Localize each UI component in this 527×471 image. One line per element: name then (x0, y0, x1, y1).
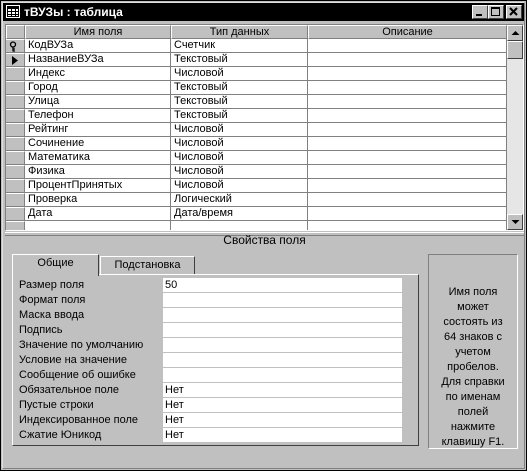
row-selector[interactable] (6, 123, 25, 137)
row-pointer-icon (9, 55, 21, 66)
table-row (6, 137, 507, 151)
property-label: Индексированное поле (19, 414, 138, 426)
row-selector[interactable] (6, 165, 25, 179)
row-selector[interactable] (6, 109, 25, 123)
general-properties-panel (12, 274, 419, 446)
data-type-cell[interactable]: Счетчик (171, 39, 308, 53)
close-icon (507, 6, 521, 18)
data-type-cell[interactable]: Числовой (171, 165, 308, 179)
row-selector[interactable] (6, 207, 25, 221)
description-cell[interactable] (308, 193, 507, 207)
data-type-cell[interactable]: Логический (171, 193, 308, 207)
description-cell[interactable] (308, 95, 507, 109)
property-value-field[interactable]: 50 (163, 278, 402, 293)
data-type-cell[interactable]: Числовой (171, 137, 308, 151)
data-type-cell[interactable]: Числовой (171, 67, 308, 81)
field-name-cell[interactable]: Математика (25, 151, 171, 165)
property-label: Сообщение об ошибке (19, 369, 136, 381)
row-selector[interactable] (6, 53, 25, 67)
hint-line: Имя поля (448, 286, 498, 298)
property-value-field[interactable] (163, 353, 402, 368)
minimize-button[interactable] (472, 5, 488, 19)
table-row (6, 81, 507, 95)
hint-line: Для справки (441, 376, 505, 388)
tab-lookup[interactable]: Подстановка (100, 256, 195, 275)
scroll-up-button[interactable] (507, 25, 523, 41)
hint-line: учетом (455, 346, 491, 358)
property-value-field[interactable] (163, 293, 402, 308)
hint-line: пробелов. (447, 361, 499, 373)
table-row (6, 221, 507, 231)
hint-line: нажмите (450, 421, 496, 433)
arrow-up-icon (511, 30, 520, 36)
field-name-cell[interactable]: Улица (25, 95, 171, 109)
row-selector[interactable] (6, 151, 25, 165)
description-cell[interactable] (308, 221, 507, 231)
hint-line: 64 знаков с (444, 331, 502, 343)
table-row (6, 165, 507, 179)
data-type-cell[interactable]: Числовой (171, 123, 308, 137)
row-selector[interactable] (6, 81, 25, 95)
hint-line: может (457, 301, 489, 313)
table-row (6, 123, 507, 137)
data-type-cell[interactable]: Текстовый (171, 95, 308, 109)
property-label: Значение по умолчанию (19, 339, 144, 351)
tab-general[interactable]: Общие (12, 254, 99, 276)
row-selector[interactable] (6, 39, 25, 53)
field-name-cell[interactable]: Дата (25, 207, 171, 221)
table-row (6, 53, 507, 67)
vertical-scrollbar[interactable] (507, 25, 523, 230)
hint-line: клавишу F1. (441, 436, 505, 448)
table-row (6, 179, 507, 193)
close-button[interactable] (506, 5, 522, 19)
arrow-down-icon (511, 219, 520, 225)
field-name-cell[interactable]: Физика (25, 165, 171, 179)
row-selector[interactable] (6, 193, 25, 207)
field-name-cell[interactable]: ПроцентПринятых (25, 179, 171, 193)
table-row (6, 151, 507, 165)
property-label: Размер поля (19, 279, 85, 291)
table-row (6, 207, 507, 221)
table-row (6, 67, 507, 81)
field-name-cell[interactable]: Индекс (25, 67, 171, 81)
property-label: Обязательное поле (19, 384, 120, 396)
column-header-field-name[interactable]: Имя поля (25, 25, 171, 39)
description-cell[interactable] (308, 53, 507, 67)
description-cell[interactable] (308, 151, 507, 165)
data-type-cell[interactable]: Текстовый (171, 53, 308, 67)
description-cell[interactable] (308, 39, 507, 53)
table-row (6, 193, 507, 207)
property-label: Подпись (19, 324, 63, 336)
field-name-cell[interactable]: Проверка (25, 193, 171, 207)
description-cell[interactable] (308, 179, 507, 193)
description-cell[interactable] (308, 165, 507, 179)
data-type-cell[interactable]: Дата/время (171, 207, 308, 221)
minimize-icon (473, 6, 487, 18)
hint-line: по именам (445, 391, 501, 403)
maximize-button[interactable] (488, 5, 504, 19)
property-label: Сжатие Юникод (19, 429, 102, 441)
table-icon (6, 5, 20, 18)
property-value-field[interactable]: Нет (163, 398, 402, 413)
grid-header (6, 25, 507, 39)
data-type-cell[interactable]: Числовой (171, 151, 308, 165)
property-label: Маска ввода (19, 309, 85, 321)
data-type-cell[interactable]: Числовой (171, 179, 308, 193)
table-row (6, 109, 507, 123)
property-label: Пустые строки (19, 399, 94, 411)
column-header-description[interactable]: Описание (308, 25, 507, 39)
scroll-thumb[interactable] (507, 41, 523, 59)
field-name-cell[interactable]: Телефон (25, 109, 171, 123)
description-cell[interactable] (308, 207, 507, 221)
column-header-data-type[interactable]: Тип данных (171, 25, 308, 39)
hint-line: состоять из (443, 316, 503, 328)
title-bar[interactable] (3, 3, 524, 21)
header-corner[interactable] (6, 25, 25, 39)
data-type-cell[interactable] (171, 221, 308, 231)
property-label: Формат поля (19, 294, 86, 306)
description-cell[interactable] (308, 109, 507, 123)
field-grid (5, 24, 524, 231)
grid-rows (6, 39, 507, 231)
property-value-field[interactable]: Нет (163, 428, 402, 443)
description-cell[interactable] (308, 137, 507, 151)
field-name-cell[interactable] (25, 221, 171, 231)
row-selector[interactable] (6, 137, 25, 151)
property-value-field[interactable]: Нет (163, 413, 402, 428)
row-selector[interactable] (6, 95, 25, 109)
field-properties-title: Свойства поля (223, 233, 306, 247)
field-name-cell[interactable]: Сочинение (25, 137, 171, 151)
property-label: Условие на значение (19, 354, 128, 366)
hint-line: полей (457, 406, 489, 418)
property-value-field[interactable] (163, 323, 402, 338)
property-value-field[interactable] (163, 368, 402, 383)
row-selector[interactable] (6, 179, 25, 193)
key-icon (9, 41, 21, 52)
field-name-cell[interactable]: Город (25, 81, 171, 95)
description-cell[interactable] (308, 67, 507, 81)
property-hint-box (428, 254, 518, 449)
row-selector[interactable] (6, 221, 25, 231)
data-type-cell[interactable]: Текстовый (171, 109, 308, 123)
property-value-field[interactable] (163, 308, 402, 323)
scroll-down-button[interactable] (507, 214, 523, 230)
table-row (6, 95, 507, 109)
data-type-cell[interactable]: Текстовый (171, 81, 308, 95)
field-name-cell[interactable]: Рейтинг (25, 123, 171, 137)
field-name-cell[interactable]: КодВУЗа (25, 39, 171, 53)
window-title: тВУЗы : таблица (24, 5, 123, 19)
maximize-icon (489, 6, 503, 18)
field-name-cell[interactable]: НазваниеВУЗа (25, 53, 171, 67)
table-row (6, 39, 507, 53)
description-cell[interactable] (308, 81, 507, 95)
row-selector[interactable] (6, 67, 25, 81)
property-value-field[interactable] (163, 338, 402, 353)
description-cell[interactable] (308, 123, 507, 137)
property-value-field[interactable]: Нет (163, 383, 402, 398)
